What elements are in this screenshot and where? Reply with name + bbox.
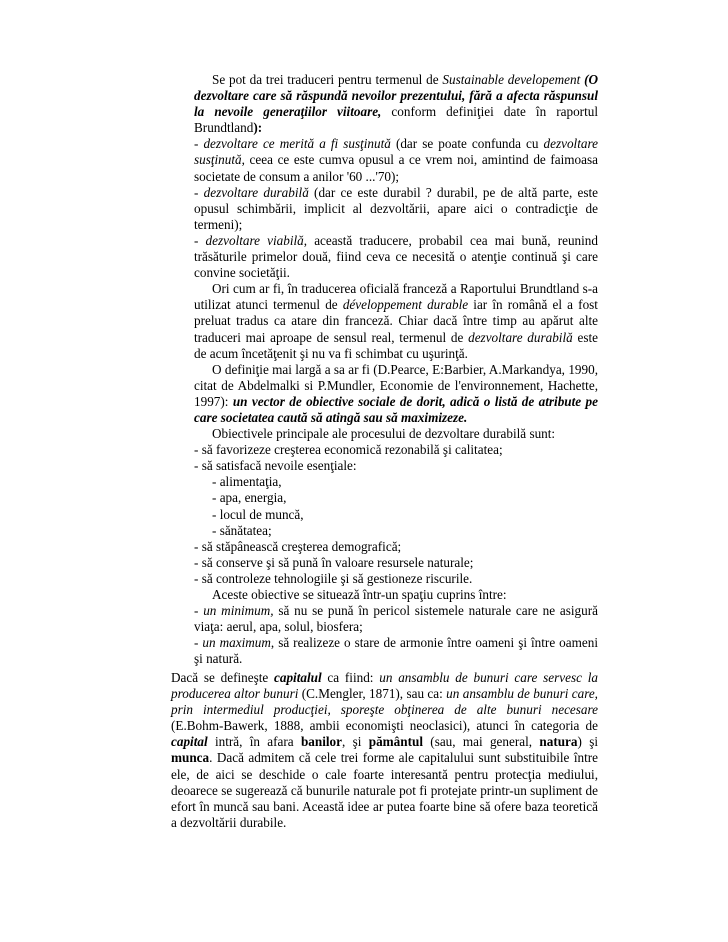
term-english: Sustainable developement [442, 72, 581, 87]
objective-item: - să stăpânească creşterea demografică; [194, 538, 402, 554]
indented-section [194, 72, 598, 667]
intro-paragraph: Se pot da trei traduceri pentru termenul de Sustainable developement (O dezvoltare care să răspundă nevoilor prezentului, fără a afecta răspunsul la nevoile generaţiilor viitoare, conform definiţiei date în raportul Brundtland): [194, 72, 598, 136]
definition-vector: un vector de obiective sociale de dorit, adică o listă de atribute pe care societatea caută să atingă sau să maximizeze. [194, 393, 598, 425]
objectives-intro: Obiectivele principale ale procesului de dezvoltare durabilă sunt: [212, 426, 556, 442]
broad-definition-paragraph: O definiţie mai largă a sa ar fi (D.Pearce, E:Barbier, A.Markandya, 1990, citat de Abdelmalki si P.Mundler, Economie de l'environnement, Hachette, 1997): un vector de obiective sociale de dorit, adică o listă de atribute pe care societatea caută să atingă sau să maximizeze. [194, 361, 598, 425]
minimum-item: - un minimum, să nu se pună în pericol sistemele naturale care ne asigură viaţa: aerul, apa, solul, biosfera; [194, 603, 598, 635]
capital-paragraph: Dacă se defineşte capitalul ca fiind: un ansamblu de bunuri care servesc la producerea altor bunuri (C.Mengler, 1871), sau ca: un ansamblu de bunuri care, prin intermediul producţiei, sporeşte obţinerea de alte bunuri necesare (E.Bohm-Bawerk, 1888, ambii economişti neoclasici), atunci în categoria de capital intră, în afara banilor, şi pământul (sau, mai general, natura) şi munca. Dacă admitem că cele trei forme ale capitalului sunt substituibile între ele, de aici se deschide o cale foarte interesantă pentru protecţia mediului, deoarece se sugerează că bunurile naturale pot fi protejate printr-un supliment de efort în muncă sau bani. Această idee ar putea foarte bine să ofere baza teoretică a dezvoltării durabile. [171, 670, 599, 830]
objective-item: - să controleze tehnologiile şi să gestioneze riscurile. [194, 570, 473, 586]
space-intro: Aceste obiective se situează într-un spaţiu cuprins între: [212, 587, 507, 602]
need-item: - sănătatea; [212, 522, 272, 538]
brundtland-definition: (O dezvoltare care să răspundă nevoilor prezentului, fără a afecta răspunsul la nevoile generaţiilor viitoare, [194, 72, 598, 120]
need-item: - apa, energia, [212, 490, 287, 506]
need-item: - locul de muncă, [212, 506, 304, 522]
objective-item: - să favorizeze creşterea economică rezonabilă şi calitatea; [194, 442, 503, 458]
translation-item-1: - dezvoltare ce merită a fi susţinută (dar se poate confunda cu dezvoltare susţinută, ceea ce este cumva opusul a ce vrem noi, amintind de faimoasa societate de consum a anilor '60 ...'70); [194, 136, 598, 184]
translation-item-3: - dezvoltare viabilă, această traducere, probabil cea mai bună, reunind trăsăturile primelor două, fiind ceva ce necesită o atenţie continuă şi care convine societăţii. [194, 232, 598, 281]
official-translation-paragraph: Ori cum ar fi, în traducerea oficială franceză a Raportului Brundtland s-a utilizat atunci termenul de développement durable iar în română el a fost preluat tradus ca atare din franceză. Chiar dacă între timp au apărut alte traduceri mai aproape de sensul real, termenul de dezvoltare durabilă este de acum încetăţenit şi nu va fi schimbat cu uşurinţă. [194, 281, 598, 361]
translation-item-2: - dezvoltare durabilă (dar ce este durabil ? durabil, pe de altă parte, este opusul schimbării, implicit al dezvoltării, apare aici o contradicţie de termeni); [194, 184, 598, 232]
need-item: - alimentaţia, [212, 474, 282, 490]
maximum-item: - un maximum, să realizeze o stare de armonie între oameni şi între oameni şi natură. [194, 635, 598, 667]
objective-item: - să satisfacă nevoile esenţiale: [194, 458, 357, 474]
capital-section [171, 670, 598, 831]
objective-item: - să conserve şi să pună în valoare resursele naturale; [194, 554, 474, 570]
